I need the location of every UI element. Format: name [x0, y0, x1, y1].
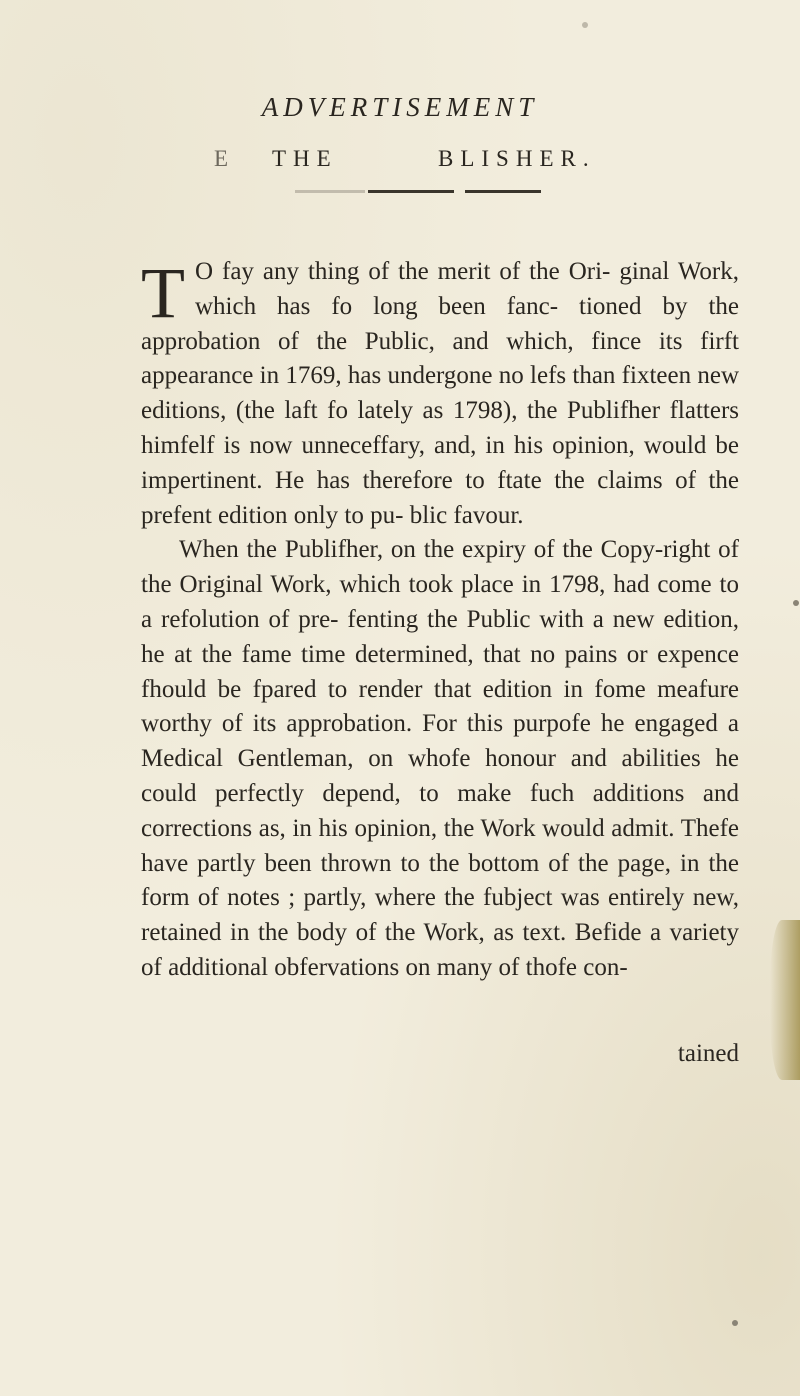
ink-speck — [582, 22, 588, 28]
heading-the: THE — [272, 146, 338, 171]
decorative-rule-right — [465, 190, 541, 193]
catchword: tained — [677, 1040, 739, 1067]
ink-speck — [732, 1320, 738, 1326]
decorative-rule-left — [295, 190, 365, 193]
advertisement-body — [141, 255, 739, 986]
advertisement-heading: ADVERTISEMENT — [261, 92, 539, 122]
paragraph-first-text: O fay any thing of the merit of the Ori- ginal Work, which has fo long been fanc- tioned by the approbation of the Public, and which, fince its firft appearance in 1769, has undergone no lefs than fixteen new editions, (the laft fo lately as 1798), the Publifher flatters himfelf is now unneceffary, and, in his opinion, would be impertinent. He has therefore to ftate the claims of the prefent edition only to pu- blic favour. — [141, 258, 739, 529]
paragraph-first — [141, 255, 739, 533]
paragraph-second: When the Publifher, on the expiry of the Copy-right of the Original Work, which took place in 1798, had come to a refolution of pre- fenting the Public with a new edition, he at the fame time determined, that no pains or expence fhould be fpared to render that edition in fome meafure worthy of its approbation. For this purpofe he engaged a Medical Gentleman, on whofe honour and abilities he could perfectly depend, to make fuch additions and corrections as, in his opinion, the Work would admit. Thefe have partly been thrown to the bottom of the page, in the form of notes ; partly, where the fubject was entirely new, retained in the body of the Work, as text. Befide a variety of additional obfervations on many of thofe con- — [141, 536, 739, 981]
page-stain — [770, 920, 800, 1080]
drop-cap: T — [141, 253, 185, 333]
heading-prefix: E — [214, 146, 236, 171]
decorative-rule-center — [368, 190, 454, 193]
ink-speck — [793, 600, 799, 606]
heading-publisher: BLISHER. — [438, 146, 596, 171]
